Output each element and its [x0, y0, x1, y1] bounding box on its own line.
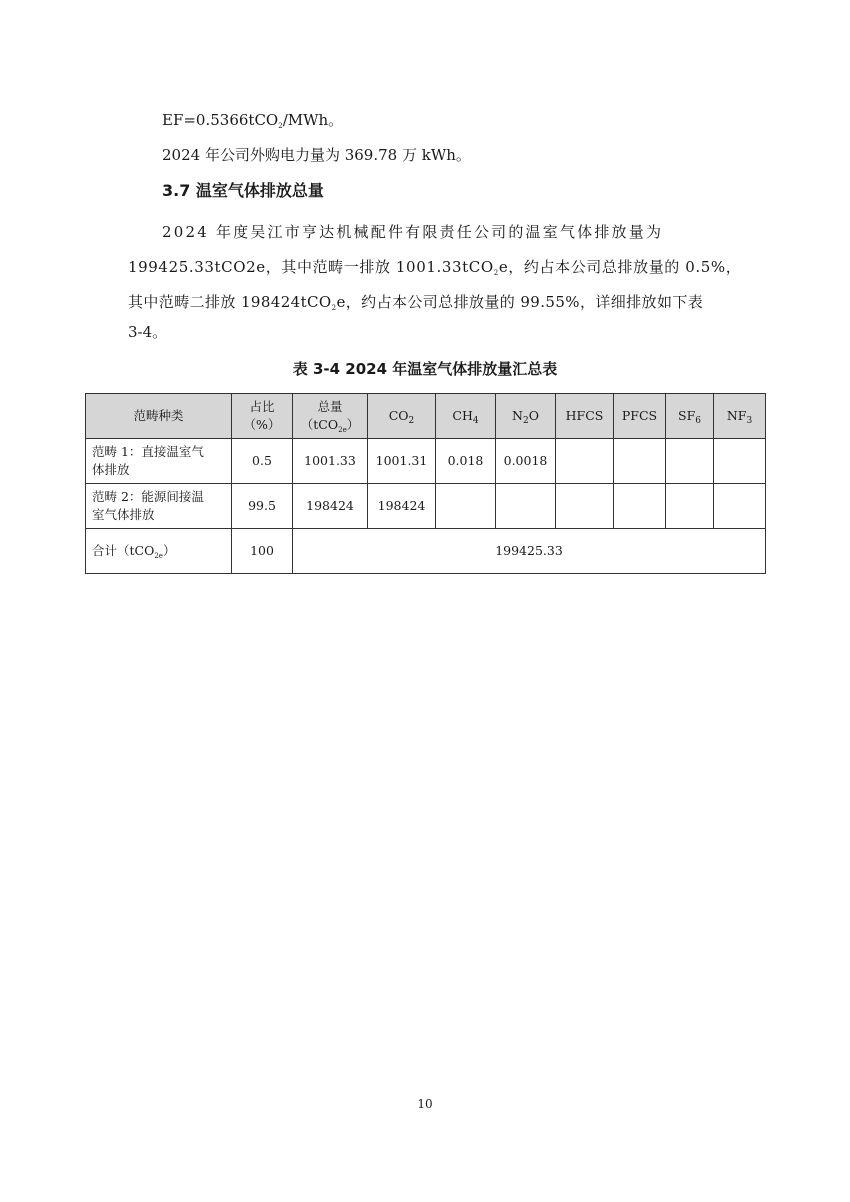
row-sf6 [666, 484, 714, 529]
emissions-summary-table [85, 393, 766, 574]
total-value: 199425.33 [293, 529, 766, 574]
table-total-row [86, 529, 766, 574]
header-hfcs: HFCS [556, 394, 614, 439]
header-ratio: 占比 （%） [232, 394, 293, 439]
paragraph-line-2: 199425.33tCO2e，其中范畴一排放 1001.33tCO$_2$e，约占本公司总排放量的 0.5%， [128, 258, 742, 277]
header-sf6: $SF_6$ [666, 394, 714, 439]
row-ch4 [436, 484, 496, 529]
table-caption: 表 3-4 2024 年温室气体排放量汇总表 [292, 360, 558, 378]
row-ch4: 0.018 [436, 439, 496, 484]
header-category: 范畴种类 [86, 394, 232, 439]
total-label: 合计（tCO$_{2e}$） [86, 529, 232, 574]
row-nf3 [714, 484, 766, 529]
ef-line: EF=0.5366tCO$_2$/MWh。 [162, 111, 344, 130]
row-category: 范畴 2：能源间接温 室气体排放 [86, 484, 232, 529]
row-n2o [496, 484, 556, 529]
paragraph-line-4: 3-4。 [128, 323, 168, 341]
header-pfcs: PFCS [614, 394, 666, 439]
header-co2: $CO_2$ [368, 394, 436, 439]
row-ratio: 0.5 [232, 439, 293, 484]
table-header-row [86, 394, 766, 439]
row-co2: 198424 [368, 484, 436, 529]
paragraph-line-3: 其中范畴二排放 198424tCO$_2$e，约占本公司总排放量的 99.55%，详细排放如下表 [128, 293, 704, 312]
row-category: 范畴 1：直接温室气 体排放 [86, 439, 232, 484]
row-sf6 [666, 439, 714, 484]
row-co2: 1001.31 [368, 439, 436, 484]
row-total: 198424 [293, 484, 368, 529]
row-n2o: 0.0018 [496, 439, 556, 484]
row-ratio: 99.5 [232, 484, 293, 529]
row-hfcs [556, 484, 614, 529]
header-ch4: $CH_4$ [436, 394, 496, 439]
total-ratio: 100 [232, 529, 293, 574]
page-number: 10 [417, 1097, 433, 1111]
section-heading: 3.7 温室气体排放总量 [162, 181, 324, 200]
row-total: 1001.33 [293, 439, 368, 484]
header-total: 总量 （tCO$_{2e}$） [293, 394, 368, 439]
header-n2o: $N_2O$ [496, 394, 556, 439]
header-nf3: $NF_3$ [714, 394, 766, 439]
purchased-power-line: 2024 年公司外购电力量为 369.78 万 kWh。 [162, 146, 471, 164]
row-nf3 [714, 439, 766, 484]
row-pfcs [614, 439, 666, 484]
paragraph-line-1: 2024 年度吴江市亨达机械配件有限责任公司的温室气体排放量为 [162, 223, 664, 241]
table-row [86, 439, 766, 484]
row-pfcs [614, 484, 666, 529]
table-row [86, 484, 766, 529]
row-hfcs [556, 439, 614, 484]
